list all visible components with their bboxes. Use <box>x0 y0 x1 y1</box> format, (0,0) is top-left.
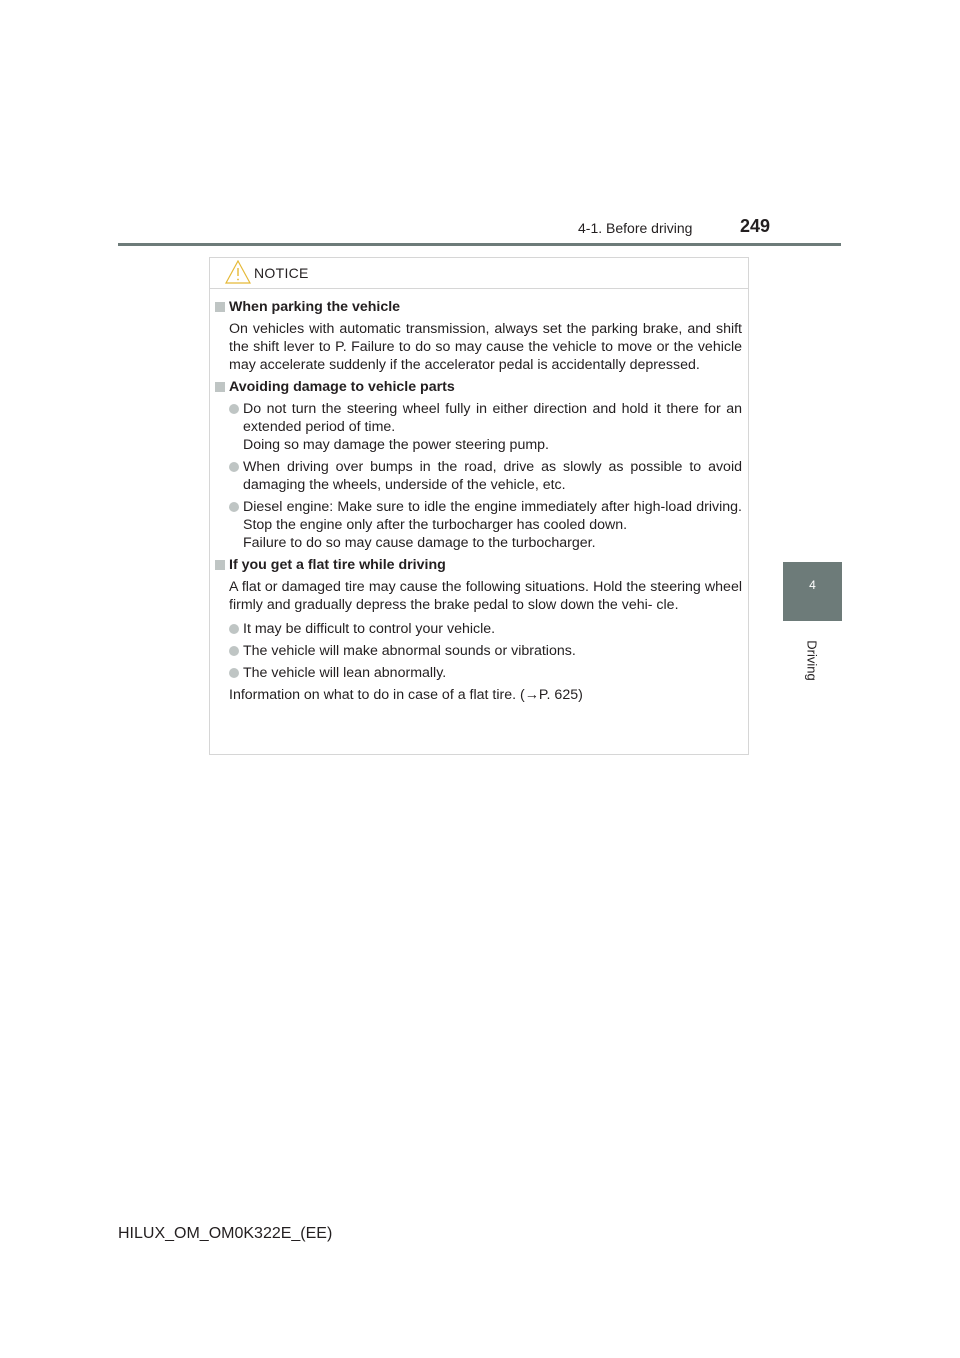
list-item: The vehicle will lean abnormally. <box>210 664 748 682</box>
section-heading: If you get a flat tire while driving <box>210 556 748 574</box>
circle-bullet-icon <box>229 624 239 634</box>
header-divider <box>118 243 841 246</box>
notice-title: NOTICE <box>254 265 309 281</box>
list-item: It may be difficult to control your vehicle. <box>210 620 748 638</box>
circle-bullet-icon <box>229 502 239 512</box>
section-text: A flat or damaged tire may cause the following situations. Hold the steering wheel firmly and gradually depress the brake pedal to slow down the vehi- cle. <box>229 579 742 613</box>
square-bullet-icon <box>215 302 225 312</box>
section-heading: Avoiding damage to vehicle parts <box>210 378 748 396</box>
cross-reference: Information on what to do in case of a flat tire. (→P. 625) <box>229 687 583 703</box>
page-number: 249 <box>740 216 771 236</box>
warning-triangle-icon <box>225 260 251 284</box>
circle-bullet-icon <box>229 404 239 414</box>
notice-body <box>210 298 748 704</box>
section-title: 4-1. Before driving <box>578 220 693 236</box>
list-item: Diesel engine: Make sure to idle the engine immediately after high-load driving. Stop the engine only after the turbocharger has cooled down. Failure to do so may cause damage to the turbocharger. <box>210 498 748 552</box>
circle-bullet-icon <box>229 462 239 472</box>
notice-header <box>210 258 748 289</box>
document-code: HILUX_OM_OM0K322E_(EE) <box>118 1225 333 1242</box>
list-item: Do not turn the steering wheel fully in either direction and hold it there for an extended period of time. Doing so may damage the power steering pump. <box>210 400 748 454</box>
list-item: The vehicle will make abnormal sounds or vibrations. <box>210 642 748 660</box>
notice-box <box>209 257 749 755</box>
circle-bullet-icon <box>229 668 239 678</box>
section-text: On vehicles with automatic transmission, always set the parking brake, and shift the shift lever to P. Failure to do so may cause the vehicle to move or the vehicle may accelerate suddenly if the accelerator pedal is accidentally depressed. <box>229 321 742 373</box>
circle-bullet-icon <box>229 646 239 656</box>
chapter-label: Driving <box>804 640 820 681</box>
list-item: When driving over bumps in the road, drive as slowly as possible to avoid damaging the wheels, underside of the vehicle, etc. <box>210 458 748 494</box>
square-bullet-icon <box>215 560 225 570</box>
section-heading: When parking the vehicle <box>210 298 748 316</box>
chapter-number: 4 <box>809 578 816 592</box>
chapter-tab <box>783 562 842 621</box>
square-bullet-icon <box>215 382 225 392</box>
